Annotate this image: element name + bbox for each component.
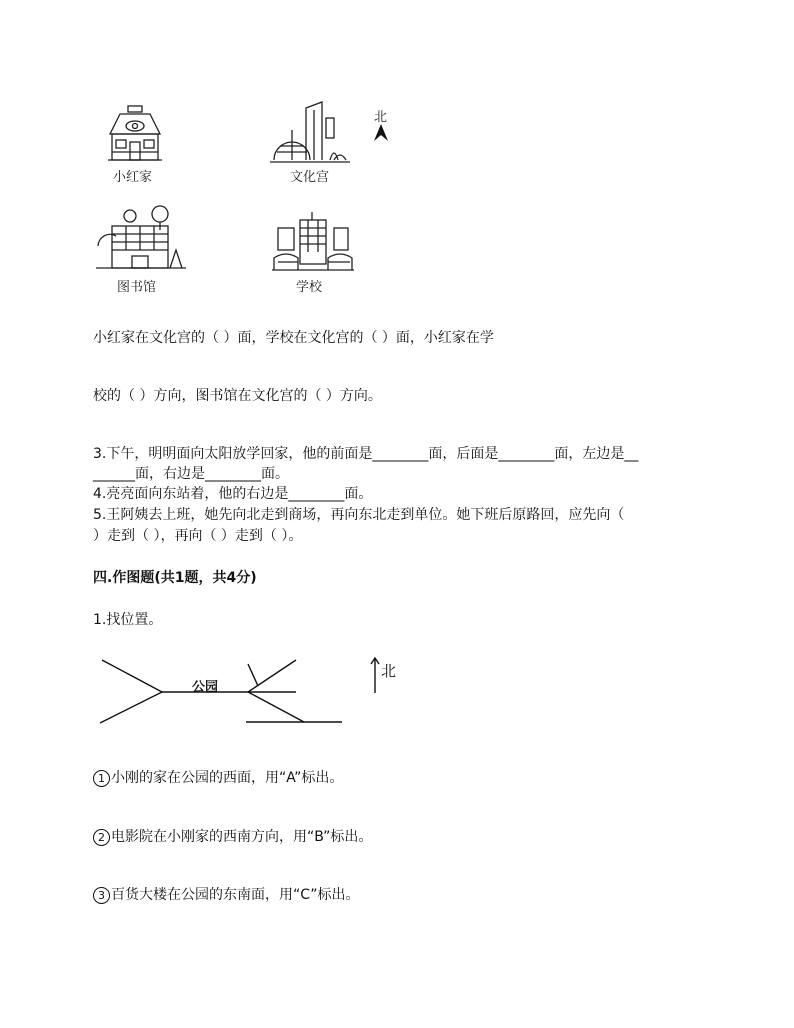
task-text-1: 小刚的家在公园的西面，用“A”标出。 (111, 770, 344, 786)
task-number-1: 1 (93, 770, 110, 787)
north-arrow-map-icon (370, 656, 380, 694)
question-3-line1: 3.下午，明明面向太阳放学回家，他的前面是________面，后面是________面，左边是__ (93, 446, 639, 462)
culture-palace-icon (270, 100, 350, 166)
north-label-top: 北 (374, 110, 388, 125)
building-label-school: 学校 (296, 280, 323, 295)
question-3-line2: ______面，右边是________面。 (93, 466, 289, 482)
north-label-map: 北 (381, 662, 397, 680)
task-number-3: 3 (93, 887, 110, 904)
question-5-line1: 5.王阿姨去上班，她先向北走到商场，再向东北走到单位。她下班后原路回，应先向（ (93, 507, 625, 523)
task-2 (93, 827, 372, 847)
school-icon (272, 212, 354, 272)
task-3 (93, 885, 360, 905)
road-lines (98, 656, 348, 726)
task-number-2: 2 (93, 829, 110, 846)
task-text-3: 百货大楼在公园的东南面，用“C”标出。 (111, 887, 360, 903)
building-label-xiaohong-home: 小红家 (113, 170, 153, 185)
section-4-heading: 四.作图题(共1题，共4分) (93, 570, 257, 586)
house-icon (104, 104, 166, 164)
building-label-culture-palace: 文化宫 (290, 170, 330, 185)
park-label: 公园 (192, 679, 219, 694)
question-4: 4.亮亮面向东站着，他的右边是________面。 (93, 486, 373, 502)
building-label-library: 图书馆 (117, 280, 157, 295)
question-text-line1: 小红家在文化宫的（ ）面，学校在文化宫的（ ）面，小红家在学 (93, 330, 494, 346)
section-4-question-1: 1.找位置。 (93, 612, 163, 628)
library-icon (96, 206, 186, 272)
question-5-line2: ）走到（ ），再向（ ）走到（ ）。 (93, 528, 303, 544)
task-1 (93, 768, 343, 788)
task-text-2: 电影院在小刚家的西南方向，用“B”标出。 (111, 829, 373, 845)
north-arrow-icon (373, 124, 389, 142)
question-text-line2: 校的（ ）方向，图书馆在文化宫的（ ）方向。 (93, 388, 382, 404)
